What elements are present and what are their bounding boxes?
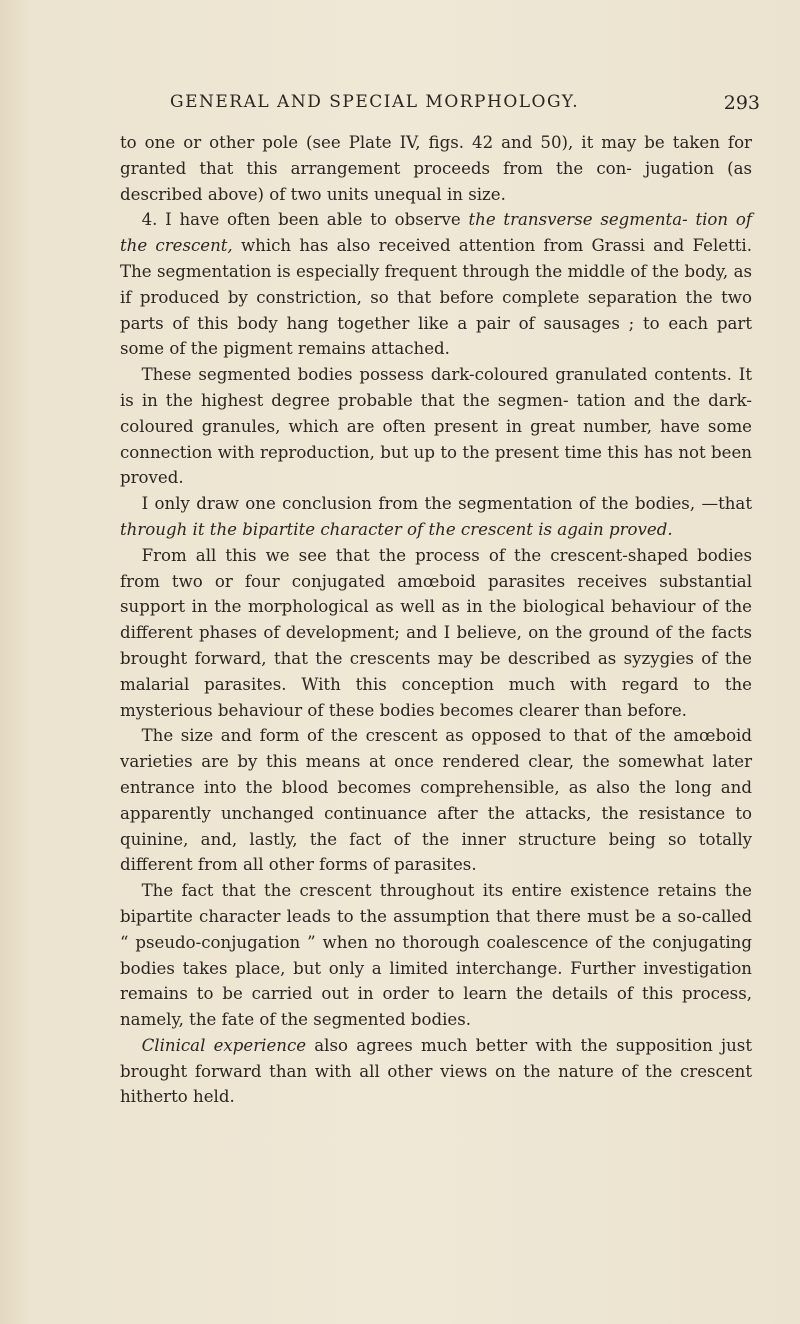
paragraph-4-emphasis: through it the bipartite character of the crescent is again proved.	[120, 519, 673, 539]
paragraph-1: to one or other pole (see Plate IV, figs. 42 and 50), it may be taken for granted that this arrangement proceeds from the con- jugation (as described above) of two units unequal in size.	[120, 133, 752, 204]
paragraph-8-emphasis: Clinical experience	[141, 1035, 307, 1055]
paragraph-2-lead: 4. I have often been able to observe	[141, 210, 469, 230]
paragraph-8-rest: also agrees much better with the supposition just brought forward than with all other views on the nature of the crescent hitherto held.	[120, 1035, 752, 1107]
running-title: GENERAL AND SPECIAL MORPHOLOGY.	[170, 92, 580, 112]
running-header	[120, 92, 760, 116]
paragraph-2-emphasis: the transverse segmenta- tion of the crescent,	[120, 210, 752, 256]
paragraph-4-lead: I only draw one conclusion from the segmentation of the bodies, —that	[141, 494, 752, 514]
paragraph-3: These segmented bodies possess dark-coloured granulated contents. It is in the highest degree probable that the segmen- tation and the dark-coloured granules, which are often present in great number, have some connection with reproduction, but up to the present time this has not been proved.	[120, 365, 752, 488]
paragraph-2	[120, 207, 752, 362]
paragraph-4	[120, 491, 752, 543]
paragraph-8	[120, 1033, 752, 1110]
paragraph-6: The size and form of the crescent as opposed to that of the amœboid varieties are by this means at once rendered clear, the somewhat later entrance into the blood becomes comprehensible, as also the long and apparently unchanged continuance after the attacks, the resistance to quinine, and, lastly, the fact of the inner structure being so totally different from all other forms of parasites.	[120, 726, 752, 875]
paragraph-2-rest: which has also received attention from Grassi and Feletti. The segmentation is especially frequent through the middle of the body, as if produced by constriction, so that before complete separation the two parts of this body hang together like a pair of sausages ; to each part some of the pigment remains attached.	[120, 236, 752, 359]
page-number: 293	[723, 92, 760, 114]
body-text	[120, 130, 752, 1110]
paragraph-7: The fact that the crescent throughout its entire existence retains the bipartite character leads to the assumption that there must be a so-called “ pseudo-conjugation ” when no thorough coalescence of the conjugating bodies takes place, but only a limited interchange. Further investigation remains to be carried out in order to learn the details of this process, namely, the fate of the segmented bodies.	[120, 881, 752, 1030]
paragraph-5: From all this we see that the process of the crescent-shaped bodies from two or four conjugated amœboid parasites receives substantial support in the morphological as well as in the biological behaviour of the different phases of development; and I believe, on the ground of the facts brought forward, that the crescents may be described as syzygies of the malarial parasites. With this conception much with regard to the mysterious behaviour of these bodies becomes clearer than before.	[120, 545, 752, 720]
